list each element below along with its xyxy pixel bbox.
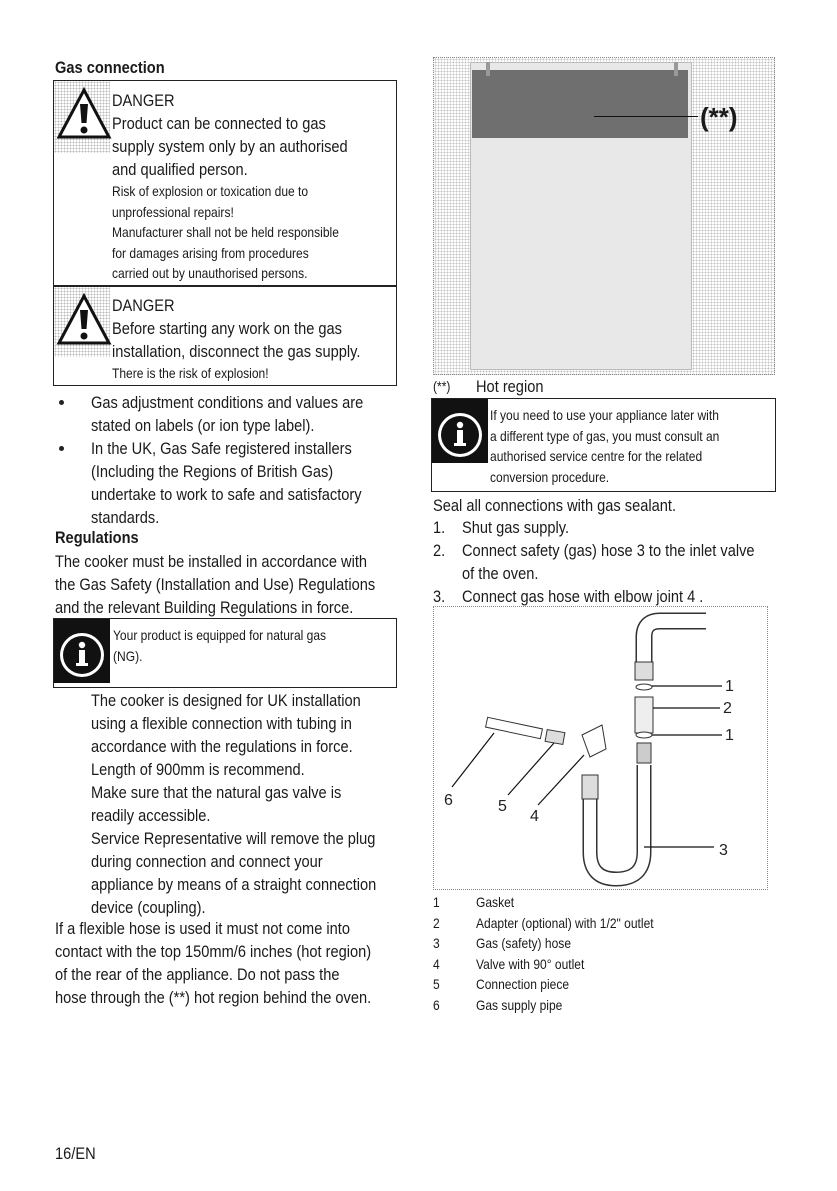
callout-6: 6 <box>444 792 453 809</box>
paragraph-line: Service Representative will remove the plug <box>91 829 376 848</box>
paragraph-line: hose through the (**) hot region behind the oven. <box>55 988 372 1007</box>
regulations-paragraph <box>55 550 427 619</box>
danger-line: and qualified person. <box>112 160 248 179</box>
bullet-line: In the UK, Gas Safe registered installers <box>91 439 352 458</box>
callout-1: 1 <box>725 727 734 744</box>
danger-line: installation, disconnect the gas supply. <box>112 342 361 361</box>
danger-note: unprofessional repairs! <box>112 203 234 220</box>
danger-box-2 <box>53 286 397 386</box>
step-text: of the oven. <box>462 564 539 583</box>
section-heading-gas-connection: Gas connection <box>55 58 165 77</box>
info-line: conversion procedure. <box>490 468 610 485</box>
fig1-caption-mark: (**) <box>433 378 451 394</box>
hose-assembly-figure <box>433 606 768 890</box>
paragraph-line: Length of 900mm is recommend. <box>91 760 305 779</box>
info-2-text <box>490 405 757 487</box>
section-heading-regulations: Regulations <box>55 528 139 547</box>
bullet-dot <box>59 446 64 451</box>
step-number: 2. <box>433 541 446 560</box>
step-text: Connect safety (gas) hose 3 to the inlet valve <box>462 541 755 560</box>
step-text: Connect gas hose with elbow joint 4 . <box>462 587 704 606</box>
legend-number: 6 <box>433 996 440 1013</box>
danger-note: carried out by unauthorised persons. <box>112 265 308 281</box>
hose-assembly-diagram <box>434 607 769 891</box>
bullet-item <box>91 391 408 437</box>
bullet-line: standards. <box>91 508 160 527</box>
danger-1-text <box>112 89 386 284</box>
danger-note: Manufacturer shall not be held responsible <box>112 224 339 240</box>
step-number: 1. <box>433 518 446 537</box>
flexible-hose-paragraph <box>55 917 423 1009</box>
warning-triangle-icon <box>56 293 112 349</box>
legend-number: 5 <box>433 976 440 992</box>
paragraph-line: contact with the top 150mm/6 inches (hot region) <box>55 942 372 961</box>
paragraph-line: The cooker must be installed in accordance with <box>55 552 368 571</box>
bullet-line: Gas adjustment conditions and values are <box>91 393 364 412</box>
info-line: authorised service centre for the related <box>490 448 703 464</box>
legend-number: 3 <box>433 935 440 951</box>
step-text: Shut gas supply. <box>462 518 570 537</box>
legend-number: 1 <box>433 894 440 910</box>
info-icon <box>54 619 110 683</box>
paragraph-line: appliance by means of a straight connection <box>91 875 377 894</box>
info-line: Your product is equipped for natural gas <box>113 627 327 643</box>
callout-1: 1 <box>725 678 734 695</box>
danger-title: DANGER <box>112 296 175 315</box>
page-number: 16/EN <box>55 1144 96 1163</box>
danger-line: Product can be connected to gas <box>112 114 326 133</box>
hot-region-figure <box>433 57 775 375</box>
installation-paragraph <box>91 689 423 919</box>
paragraph-line: and the relevant Building Regulations in force. <box>55 598 354 617</box>
callout-2: 2 <box>723 700 732 717</box>
oven-leg <box>674 62 678 76</box>
legend-number: 2 <box>433 914 440 931</box>
paragraph-line: of the rear of the appliance. Do not pass the <box>55 965 340 984</box>
hot-region-zone <box>472 70 688 138</box>
paragraph-line: during connection and connect your <box>91 852 323 871</box>
bullet-line: (Including the Regions of British Gas) <box>91 462 334 481</box>
paragraph-line: accordance with the regulations in force. <box>91 737 353 756</box>
danger-title: DANGER <box>112 91 175 110</box>
legend-text: Adapter (optional) with 1/2" outlet <box>476 914 654 931</box>
hot-region-pointer <box>594 116 698 117</box>
fig1-caption-text: Hot region <box>476 377 544 396</box>
info-line: If you need to use your appliance later with <box>490 407 719 423</box>
info-line: a different type of gas, you must consult an <box>490 427 720 444</box>
danger-note: Risk of explosion or toxication due to <box>112 183 309 199</box>
info-1-text <box>113 625 361 666</box>
info-box-1 <box>53 618 397 688</box>
oven-leg <box>486 62 490 76</box>
warning-triangle-icon <box>56 87 112 143</box>
legend-text: Gasket <box>476 894 515 910</box>
bullet-line: stated on labels (or ion type label). <box>91 416 315 435</box>
paragraph-line: device (coupling). <box>91 898 206 917</box>
paragraph-line: If a flexible hose is used it must not come into <box>55 919 350 938</box>
bullet-dot <box>59 400 64 405</box>
callout-5: 5 <box>498 798 507 815</box>
info-box-2 <box>431 398 776 492</box>
danger-note: There is the risk of explosion! <box>112 365 269 381</box>
legend-text: Gas supply pipe <box>476 996 563 1013</box>
danger-note: for damages arising from procedures <box>112 244 309 261</box>
danger-line: Before starting any work on the gas <box>112 319 342 338</box>
bullet-item <box>91 437 406 529</box>
paragraph-line: The cooker is designed for UK installation <box>91 691 361 710</box>
paragraph-line: using a flexible connection with tubing in <box>91 714 352 733</box>
legend-text: Valve with 90° outlet <box>476 955 585 972</box>
seal-instruction: Seal all connections with gas sealant. <box>433 496 677 515</box>
bullet-line: undertake to work to safe and satisfactory <box>91 485 362 504</box>
legend-text: Connection piece <box>476 976 570 992</box>
legend-number: 4 <box>433 955 440 972</box>
paragraph-line: Make sure that the natural gas valve is <box>91 783 342 802</box>
legend-text: Gas (safety) hose <box>476 935 572 951</box>
callout-4: 4 <box>530 808 539 825</box>
callout-3: 3 <box>719 842 728 859</box>
step-number: 3. <box>433 587 446 606</box>
danger-box-1 <box>53 80 397 286</box>
paragraph-line: readily accessible. <box>91 806 211 825</box>
info-icon <box>432 399 488 463</box>
hot-region-label: (**) <box>700 102 738 132</box>
danger-line: supply system only by an authorised <box>112 137 348 156</box>
danger-2-text <box>112 294 401 384</box>
paragraph-line: the Gas Safety (Installation and Use) Regulations <box>55 575 376 594</box>
info-line: (NG). <box>113 647 143 664</box>
